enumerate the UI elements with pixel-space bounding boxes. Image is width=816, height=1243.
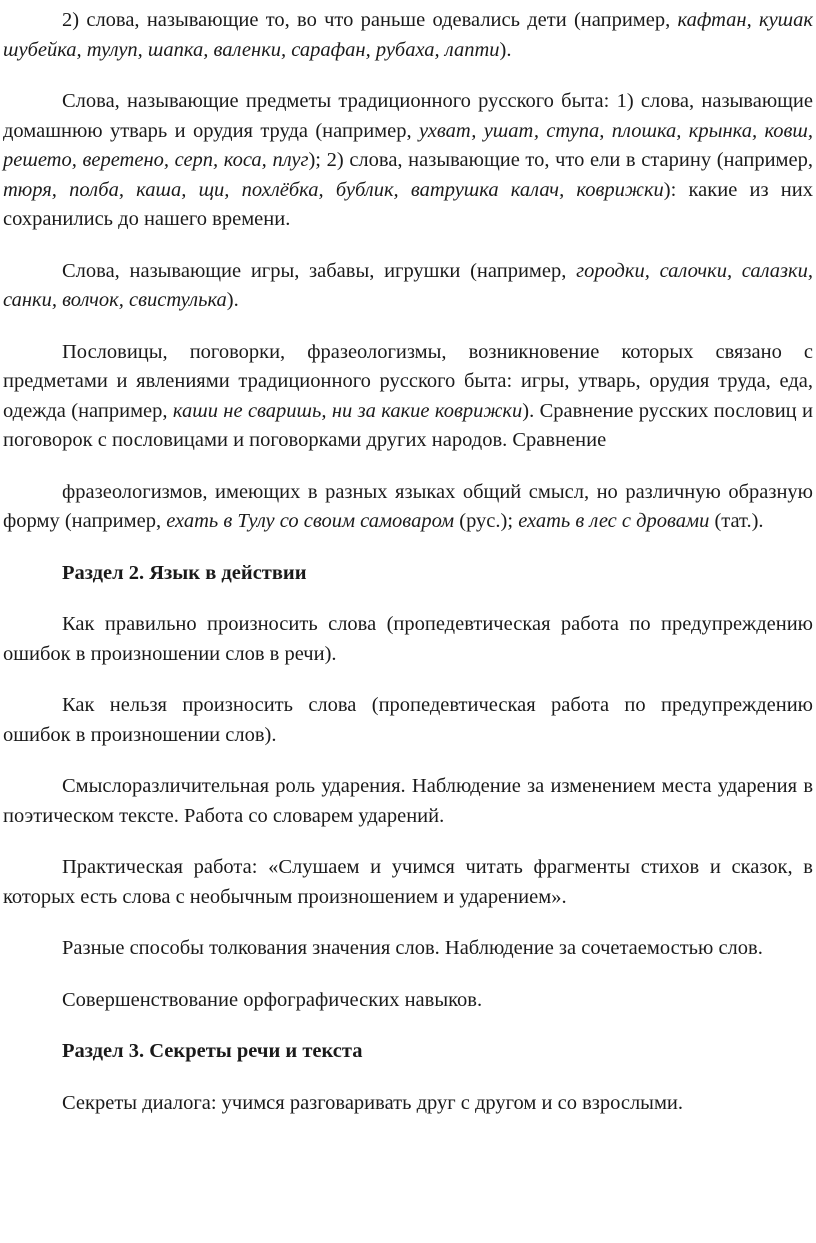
- text-segment: Пословицы, поговорки, фразеологизмы, возникновение которых связано с предметами и явлениями традиционного русского быта: игры, утварь, орудия труда, еда, одежда (например,: [3, 340, 813, 422]
- text-segment: Секреты диалога: учимся разговаривать друг с другом и со взрослыми.: [62, 1091, 684, 1114]
- section-heading-3: [3, 1037, 813, 1067]
- italic-examples: ехать в лес с дровами: [518, 510, 710, 532]
- italic-examples: городки, салочки, салазки, санки, волчок, свистулька: [3, 259, 813, 311]
- text-segment: Слова, называющие игры, забавы, игрушки (например,: [62, 259, 577, 282]
- italic-examples: каши не сваришь, ни за какие коврижки: [172, 399, 523, 422]
- paragraph-clothing-words: [3, 6, 813, 65]
- section-title: Раздел 2. Язык в действии: [62, 561, 307, 584]
- text-segment: фразеологизмов, имеющих в разных языках общий смысл, но различную образную форму (например,: [3, 480, 813, 532]
- text-segment: Слова, называющие предметы традиционного русского быта: 1) слова, называющие домашнюю утварь и орудия труда (например,: [3, 90, 813, 142]
- section-title: Раздел 3. Секреты речи и текста: [62, 1040, 363, 1062]
- text-segment: 2) слова, называющие то, во что раньше одевались дети (например,: [62, 9, 678, 31]
- paragraph-phraseologisms: [3, 478, 813, 537]
- text-segment: ).: [499, 38, 512, 61]
- paragraph-proverbs: [3, 338, 813, 456]
- text-segment: Совершенствование орфографических навыков.: [62, 988, 483, 1011]
- italic-examples: ехать в Тулу со своим самоваром: [166, 510, 455, 532]
- italic-examples: кафтан, кушак шубейка, тулуп, шапка, валенки, сарафан, рубаха, лапти: [3, 9, 814, 61]
- paragraph-stress-role: [3, 772, 813, 831]
- italic-examples: тюря, полба, каша, щи, похлёбка, бублик, ватрушка калач, коврижки: [3, 178, 664, 201]
- section-heading-2: [3, 559, 813, 589]
- paragraph-word-meaning: [3, 934, 813, 964]
- text-segment: Смыслоразличительная роль ударения. Наблюдение за изменением места ударения в поэтическом тексте. Работа со словарем ударений.: [3, 775, 813, 827]
- text-segment: (рус.);: [454, 510, 519, 532]
- text-segment: ); 2) слова, называющие то, что ели в старину (например,: [308, 149, 813, 171]
- paragraph-games-toys: [3, 257, 813, 316]
- text-segment: Как правильно произносить слова (пропедевтическая работа по предупреждению ошибок в произношении слов в речи).: [3, 613, 813, 665]
- text-segment: (тат.).: [709, 510, 764, 532]
- italic-examples: ухват, ушат, ступа, плошка, крынка, ковш, решето, веретено, серп, коса, плуг: [3, 119, 814, 171]
- text-segment: Разные способы толкования значения слов. Наблюдение за сочетаемостью слов.: [62, 937, 763, 959]
- paragraph-pronunciation-wrong: [3, 691, 813, 750]
- paragraph-orthography: [3, 986, 813, 1016]
- paragraph-practical-work: [3, 853, 813, 912]
- text-segment: ). Сравнение русских пословиц и поговорок с пословицами и поговорками других народов. Сравнение: [3, 399, 813, 451]
- text-segment: Практическая работа: «Слушаем и учимся читать фрагменты стихов и сказок, в которых есть слова с необычным произношением и ударением».: [3, 856, 813, 908]
- paragraph-pronunciation-correct: [3, 610, 813, 669]
- text-segment: Как нельзя произносить слова (пропедевтическая работа по предупреждению ошибок в произношении слов).: [3, 694, 813, 746]
- paragraph-dialogue: [3, 1089, 813, 1119]
- paragraph-household-items: [3, 87, 813, 235]
- text-segment: ).: [226, 289, 239, 311]
- text-segment: ): какие из них сохранились до нашего времени.: [3, 178, 813, 230]
